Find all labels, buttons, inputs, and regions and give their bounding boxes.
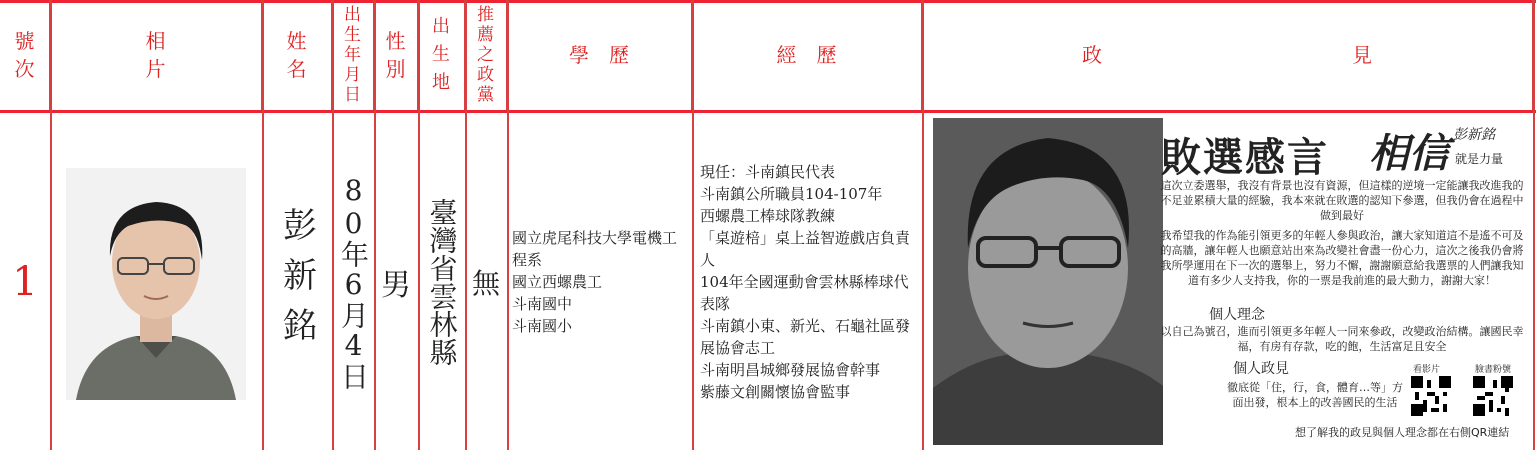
col-divider — [1533, 0, 1535, 450]
candidate-birthdate: 80年6月4日 — [337, 173, 370, 390]
experience-item: 「桌遊棓」桌上益智遊戲店負責人 — [700, 228, 911, 269]
header-photo: 相 片 — [50, 0, 262, 110]
experience-item: 斗南鎮小東、新光、石龜社區發展協會志工 — [700, 316, 911, 357]
candidate-party-cell — [465, 113, 507, 450]
poster-title: 敗選感言 — [1161, 135, 1329, 181]
experience-item: 西螺農工棒球隊教練 — [700, 206, 836, 225]
poster-para1: 這次立委選舉，我沒有背景也沒有資源，但這樣的逆境一定能讓我改進我的不足並累積大量的經驗，我本來就在敗選的認知下參選，但我仍會在過程中做到最好 — [1160, 179, 1524, 222]
candidate-photo — [66, 168, 246, 400]
candidate-name: 彭新銘 — [276, 206, 317, 357]
education-item: 斗南國中 — [512, 294, 573, 313]
candidate-name-cell — [262, 113, 332, 450]
experience-list — [700, 161, 918, 403]
header-birthplace: 出 生 地 — [418, 0, 465, 110]
candidate-party: 無 — [471, 266, 500, 300]
candidate-gender-cell — [374, 113, 418, 450]
education-list — [512, 227, 688, 337]
qr-code-facebook[interactable] — [1473, 376, 1513, 416]
experience-item: 現任：斗南鎮民代表 — [700, 162, 836, 181]
poster-policy: 徹底從「住，行，食，體育…等」方面出發，根本上的改善國民的生活 — [1227, 381, 1403, 409]
qr1-label: 看影片 — [1413, 365, 1441, 375]
experience-cell — [700, 113, 918, 450]
header-education: 學 歷 — [507, 0, 692, 110]
candidate-number-cell — [0, 113, 50, 450]
candidate-number: 1 — [12, 258, 38, 305]
education-cell — [512, 113, 688, 450]
education-item: 國立西螺農工 — [512, 272, 603, 291]
header-policy: 政 見 — [922, 0, 1533, 110]
poster-footer: 想了解我的政見與個人理念都在右側QR連結 — [1295, 426, 1510, 439]
candidate-birth-cell — [332, 113, 374, 450]
header-number: 號 次 — [0, 0, 50, 110]
education-item: 國立虎尾科技大學電機工程系 — [512, 228, 678, 269]
candidate-birthplace-cell — [418, 113, 465, 450]
header-birth: 出 生 年 月 日 — [332, 0, 374, 110]
header-experience: 經 歷 — [692, 0, 922, 110]
experience-item: 104年全國運動會雲林縣棒球代表隊 — [700, 272, 909, 313]
qr-code-video[interactable] — [1411, 376, 1451, 416]
poster-signature: 彭新銘 — [1453, 127, 1495, 143]
candidate-birthplace: 臺灣省雲林縣 — [425, 197, 459, 366]
poster-idea-heading: 個人理念 — [1209, 307, 1265, 323]
header-name: 姓 名 — [262, 0, 332, 110]
poster-idea: 以自己為號召，進而引領更多年輕人一同來參政，改變政治結構。讓國民幸福，有房有存款，吃的飽，生活富足且安全 — [1160, 325, 1524, 353]
header-gender: 性 別 — [374, 0, 418, 110]
poster-portrait — [933, 118, 1163, 445]
qr2-label: 臉書粉號 — [1475, 365, 1512, 375]
poster-policy-heading: 個人政見 — [1233, 361, 1289, 377]
poster-para2: 我希望我的作為能引領更多的年輕人參與政治，讓大家知道這不是遙不可及的高牆，讓年輕人也願意站出來為改變社會盡一份心力，這次之後我仍會將我所學運用在下一次的選舉上，努力不懈，謝謝願意給我選票的人們讓我知道有多少人支持我，你的一票是我前進的最大動力，謝謝大家！ — [1160, 229, 1524, 287]
experience-item: 斗南明昌城鄉發展協會幹事 — [700, 360, 881, 379]
education-item: 斗南國小 — [512, 316, 573, 335]
header-party: 推 薦 之 政 黨 — [465, 0, 507, 110]
experience-item: 紫藤文創關懷協會監事 — [700, 382, 851, 401]
poster-slogan: 相信 — [1369, 130, 1449, 177]
experience-item: 斗南鎮公所職員104-107年 — [700, 184, 883, 203]
candidate-gender: 男 — [381, 267, 411, 303]
poster-slogan-sub: 就是力量 — [1455, 152, 1504, 166]
policy-poster — [933, 118, 1531, 445]
